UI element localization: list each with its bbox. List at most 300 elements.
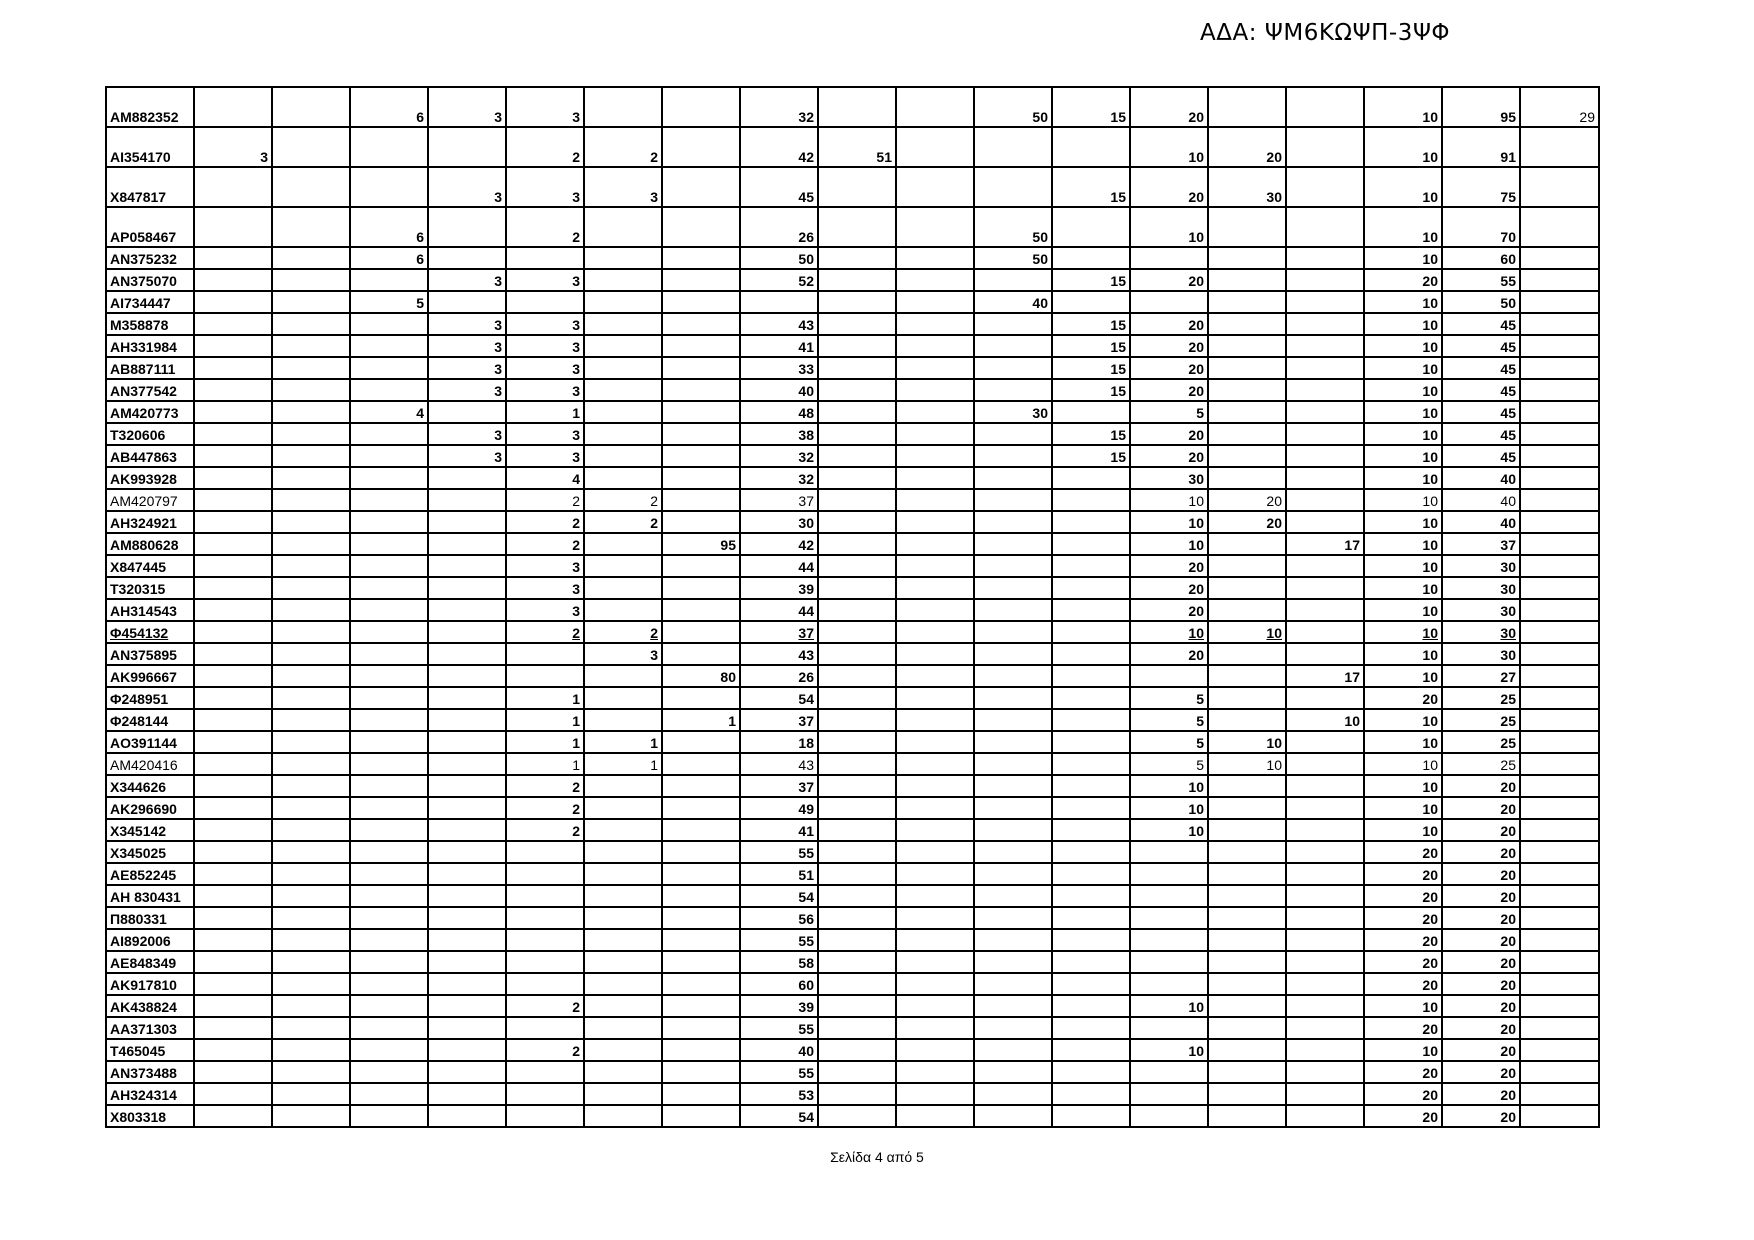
value-cell	[350, 489, 428, 511]
value-cell	[896, 207, 974, 247]
table-row	[106, 87, 1599, 127]
value-cell	[428, 401, 506, 423]
table-row	[106, 269, 1599, 291]
value-cell	[1208, 841, 1286, 863]
value-cell: 50	[974, 247, 1052, 269]
value-cell: 6	[350, 247, 428, 269]
row-id-cell: M358878	[106, 313, 194, 335]
value-cell: 20	[1364, 1083, 1442, 1105]
value-cell: 20	[1364, 973, 1442, 995]
value-cell	[818, 599, 896, 621]
value-cell	[272, 555, 350, 577]
value-cell: 10	[1364, 335, 1442, 357]
value-cell	[428, 885, 506, 907]
value-cell	[350, 167, 428, 207]
value-cell	[896, 819, 974, 841]
value-cell: 60	[740, 973, 818, 995]
table-row	[106, 665, 1599, 687]
value-cell	[818, 951, 896, 973]
value-cell	[272, 995, 350, 1017]
value-cell	[818, 775, 896, 797]
value-cell	[272, 753, 350, 775]
value-cell: 10	[1130, 995, 1208, 1017]
table-row	[106, 951, 1599, 973]
value-cell	[818, 1039, 896, 1061]
value-cell	[584, 577, 662, 599]
value-cell: 37	[740, 489, 818, 511]
value-cell: 32	[740, 467, 818, 489]
value-cell: 3	[506, 313, 584, 335]
value-cell	[1052, 1061, 1130, 1083]
value-cell	[1052, 1105, 1130, 1127]
value-cell	[818, 687, 896, 709]
row-id-cell: T320606	[106, 423, 194, 445]
value-cell	[1286, 621, 1364, 643]
value-cell	[428, 665, 506, 687]
value-cell	[194, 665, 272, 687]
value-cell	[428, 819, 506, 841]
value-cell	[1208, 1083, 1286, 1105]
value-cell: 75	[1442, 167, 1520, 207]
value-cell	[272, 401, 350, 423]
value-cell	[974, 335, 1052, 357]
value-cell	[1286, 687, 1364, 709]
value-cell	[350, 445, 428, 467]
value-cell	[1052, 819, 1130, 841]
value-cell	[974, 577, 1052, 599]
table-row	[106, 1017, 1599, 1039]
value-cell: 15	[1052, 423, 1130, 445]
value-cell	[350, 643, 428, 665]
value-cell	[350, 533, 428, 555]
value-cell	[818, 401, 896, 423]
row-id-cell: AK296690	[106, 797, 194, 819]
value-cell	[1052, 511, 1130, 533]
value-cell	[350, 511, 428, 533]
row-id-cell: AK438824	[106, 995, 194, 1017]
value-cell	[194, 291, 272, 313]
value-cell	[506, 1061, 584, 1083]
row-id-cell: AP058467	[106, 207, 194, 247]
value-cell	[1286, 291, 1364, 313]
value-cell: 20	[1442, 907, 1520, 929]
value-cell	[1130, 665, 1208, 687]
value-cell	[272, 621, 350, 643]
value-cell	[584, 445, 662, 467]
value-cell: 4	[350, 401, 428, 423]
value-cell: 42	[740, 127, 818, 167]
value-cell	[1052, 709, 1130, 731]
value-cell	[1208, 533, 1286, 555]
value-cell	[428, 621, 506, 643]
value-cell	[506, 841, 584, 863]
value-cell	[584, 247, 662, 269]
value-cell	[896, 907, 974, 929]
value-cell	[1052, 1083, 1130, 1105]
value-cell	[1208, 775, 1286, 797]
table-row	[106, 687, 1599, 709]
value-cell	[272, 885, 350, 907]
table-row	[106, 577, 1599, 599]
value-cell: 1	[506, 401, 584, 423]
value-cell	[350, 709, 428, 731]
value-cell	[1208, 907, 1286, 929]
value-cell	[818, 445, 896, 467]
value-cell: 2	[506, 207, 584, 247]
value-cell	[974, 1083, 1052, 1105]
value-cell	[1286, 1039, 1364, 1061]
value-cell	[896, 401, 974, 423]
value-cell	[272, 819, 350, 841]
value-cell	[272, 313, 350, 335]
value-cell: 17	[1286, 533, 1364, 555]
value-cell	[1052, 599, 1130, 621]
value-cell	[1208, 819, 1286, 841]
value-cell	[1208, 467, 1286, 489]
value-cell	[428, 489, 506, 511]
value-cell: 10	[1364, 247, 1442, 269]
value-cell	[818, 87, 896, 127]
value-cell	[350, 841, 428, 863]
value-cell	[194, 1017, 272, 1039]
value-cell	[1208, 1039, 1286, 1061]
value-cell	[1208, 995, 1286, 1017]
value-cell: 1	[506, 753, 584, 775]
value-cell	[272, 929, 350, 951]
value-cell: 54	[740, 687, 818, 709]
value-cell: 10	[1364, 533, 1442, 555]
value-cell: 10	[1364, 207, 1442, 247]
table-row	[106, 1061, 1599, 1083]
value-cell	[818, 643, 896, 665]
value-cell	[1520, 379, 1599, 401]
value-cell: 2	[584, 127, 662, 167]
value-cell	[1520, 775, 1599, 797]
value-cell	[584, 313, 662, 335]
value-cell: 20	[1442, 995, 1520, 1017]
value-cell: 30	[1442, 555, 1520, 577]
value-cell	[272, 709, 350, 731]
value-cell	[974, 841, 1052, 863]
value-cell	[194, 489, 272, 511]
value-cell	[506, 1105, 584, 1127]
value-cell	[506, 643, 584, 665]
value-cell: 10	[1208, 753, 1286, 775]
row-id-cell: AN375895	[106, 643, 194, 665]
value-cell: 5	[1130, 687, 1208, 709]
value-cell	[350, 1017, 428, 1039]
value-cell: 10	[1130, 621, 1208, 643]
value-cell: 30	[1442, 621, 1520, 643]
table-row	[106, 863, 1599, 885]
table-row	[106, 621, 1599, 643]
value-cell	[1208, 687, 1286, 709]
value-cell	[818, 753, 896, 775]
value-cell	[896, 863, 974, 885]
value-cell	[584, 665, 662, 687]
value-cell	[428, 753, 506, 775]
value-cell	[1520, 907, 1599, 929]
value-cell	[974, 819, 1052, 841]
value-cell	[662, 731, 740, 753]
row-id-cell: AK996667	[106, 665, 194, 687]
value-cell: 40	[740, 379, 818, 401]
value-cell	[1052, 687, 1130, 709]
value-cell	[506, 885, 584, 907]
value-cell	[1286, 313, 1364, 335]
row-id-cell: X344626	[106, 775, 194, 797]
table-row	[106, 379, 1599, 401]
value-cell: 10	[1364, 167, 1442, 207]
value-cell	[662, 951, 740, 973]
value-cell	[428, 643, 506, 665]
value-cell	[1520, 357, 1599, 379]
value-cell	[1052, 291, 1130, 313]
value-cell	[662, 929, 740, 951]
value-cell	[1052, 401, 1130, 423]
value-cell	[1520, 167, 1599, 207]
value-cell: 30	[1442, 577, 1520, 599]
value-cell	[428, 775, 506, 797]
value-cell	[1208, 555, 1286, 577]
value-cell: 10	[1208, 731, 1286, 753]
value-cell: 17	[1286, 665, 1364, 687]
value-cell: 10	[1130, 511, 1208, 533]
value-cell	[896, 841, 974, 863]
value-cell: 4	[506, 467, 584, 489]
value-cell	[1208, 401, 1286, 423]
value-cell	[896, 127, 974, 167]
value-cell: 45	[1442, 357, 1520, 379]
value-cell: 2	[506, 533, 584, 555]
value-cell	[194, 841, 272, 863]
value-cell: 20	[1208, 489, 1286, 511]
value-cell: 10	[1130, 797, 1208, 819]
value-cell: 45	[1442, 335, 1520, 357]
value-cell: 20	[1442, 1083, 1520, 1105]
value-cell: 3	[506, 445, 584, 467]
value-cell: 43	[740, 753, 818, 775]
value-cell: 37	[740, 621, 818, 643]
value-cell	[1208, 577, 1286, 599]
value-cell	[974, 1017, 1052, 1039]
value-cell	[818, 797, 896, 819]
row-id-cell: AM880628	[106, 533, 194, 555]
value-cell: 10	[1130, 1039, 1208, 1061]
value-cell: 3	[506, 577, 584, 599]
value-cell	[1286, 885, 1364, 907]
value-cell: 50	[974, 87, 1052, 127]
value-cell	[584, 87, 662, 127]
value-cell	[662, 87, 740, 127]
value-cell: 44	[740, 599, 818, 621]
value-cell	[584, 687, 662, 709]
value-cell	[194, 643, 272, 665]
value-cell	[818, 841, 896, 863]
value-cell	[428, 555, 506, 577]
value-cell	[662, 1061, 740, 1083]
value-cell	[896, 357, 974, 379]
value-cell	[350, 929, 428, 951]
row-id-cell: AM882352	[106, 87, 194, 127]
value-cell	[1286, 467, 1364, 489]
value-cell	[1208, 863, 1286, 885]
value-cell: 20	[1442, 929, 1520, 951]
value-cell	[662, 511, 740, 533]
value-cell	[194, 167, 272, 207]
value-cell	[662, 885, 740, 907]
value-cell	[584, 423, 662, 445]
row-id-cell: Π880331	[106, 907, 194, 929]
value-cell: 10	[1130, 127, 1208, 167]
row-id-cell: AN375070	[106, 269, 194, 291]
value-cell	[1286, 775, 1364, 797]
value-cell	[974, 1105, 1052, 1127]
value-cell: 3	[428, 269, 506, 291]
value-cell	[818, 973, 896, 995]
value-cell	[662, 207, 740, 247]
value-cell: 20	[1442, 885, 1520, 907]
value-cell	[974, 995, 1052, 1017]
value-cell	[818, 1017, 896, 1039]
value-cell	[194, 87, 272, 127]
row-id-cell: X803318	[106, 1105, 194, 1127]
value-cell	[1520, 995, 1599, 1017]
value-cell	[1208, 1105, 1286, 1127]
value-cell	[1052, 797, 1130, 819]
value-cell: 15	[1052, 167, 1130, 207]
row-id-cell: AN377542	[106, 379, 194, 401]
value-cell	[584, 291, 662, 313]
value-cell	[818, 709, 896, 731]
value-cell	[662, 907, 740, 929]
value-cell: 2	[506, 819, 584, 841]
value-cell	[1052, 247, 1130, 269]
value-cell	[974, 665, 1052, 687]
value-cell	[1052, 753, 1130, 775]
value-cell	[896, 1039, 974, 1061]
value-cell: 20	[1130, 167, 1208, 207]
value-cell	[818, 467, 896, 489]
value-cell	[428, 951, 506, 973]
value-cell	[1286, 731, 1364, 753]
value-cell	[1052, 951, 1130, 973]
value-cell: 25	[1442, 731, 1520, 753]
value-cell	[272, 467, 350, 489]
value-cell	[350, 621, 428, 643]
value-cell	[584, 973, 662, 995]
value-cell	[1286, 127, 1364, 167]
value-cell	[818, 555, 896, 577]
value-cell	[428, 599, 506, 621]
value-cell	[974, 467, 1052, 489]
value-cell: 40	[1442, 467, 1520, 489]
value-cell: 10	[1364, 643, 1442, 665]
value-cell: 1	[506, 709, 584, 731]
value-cell: 51	[740, 863, 818, 885]
value-cell	[350, 731, 428, 753]
value-cell	[1052, 863, 1130, 885]
value-cell	[974, 313, 1052, 335]
value-cell	[662, 621, 740, 643]
value-cell: 6	[350, 207, 428, 247]
value-cell	[1520, 951, 1599, 973]
value-cell: 10	[1364, 1039, 1442, 1061]
value-cell	[350, 951, 428, 973]
value-cell: 3	[428, 87, 506, 127]
value-cell	[350, 335, 428, 357]
value-cell: 91	[1442, 127, 1520, 167]
value-cell: 43	[740, 643, 818, 665]
value-cell	[584, 863, 662, 885]
value-cell	[1130, 1061, 1208, 1083]
value-cell: 37	[740, 775, 818, 797]
value-cell: 10	[1364, 423, 1442, 445]
value-cell	[272, 511, 350, 533]
value-cell	[1052, 621, 1130, 643]
value-cell	[818, 731, 896, 753]
value-cell	[1286, 1105, 1364, 1127]
value-cell	[1052, 885, 1130, 907]
value-cell	[662, 577, 740, 599]
row-id-cell: Φ248951	[106, 687, 194, 709]
value-cell	[1520, 797, 1599, 819]
value-cell	[662, 643, 740, 665]
value-cell: 20	[1208, 127, 1286, 167]
value-cell	[1130, 973, 1208, 995]
value-cell: 39	[740, 995, 818, 1017]
value-cell	[1286, 995, 1364, 1017]
value-cell	[662, 379, 740, 401]
value-cell	[350, 1083, 428, 1105]
value-cell: 44	[740, 555, 818, 577]
value-cell	[1208, 885, 1286, 907]
value-cell	[818, 511, 896, 533]
value-cell	[896, 313, 974, 335]
value-cell	[1520, 555, 1599, 577]
value-cell	[194, 951, 272, 973]
value-cell	[974, 489, 1052, 511]
value-cell	[818, 423, 896, 445]
value-cell	[1208, 797, 1286, 819]
value-cell: 20	[1130, 269, 1208, 291]
value-cell: 20	[1442, 863, 1520, 885]
value-cell	[428, 863, 506, 885]
row-id-cell: AM420773	[106, 401, 194, 423]
value-cell	[896, 423, 974, 445]
value-cell	[194, 775, 272, 797]
table-row	[106, 995, 1599, 1017]
value-cell: 20	[1442, 973, 1520, 995]
value-cell: 20	[1442, 951, 1520, 973]
value-cell: 20	[1130, 357, 1208, 379]
row-id-cell: AM420416	[106, 753, 194, 775]
table-row	[106, 709, 1599, 731]
table-row	[106, 599, 1599, 621]
value-cell	[194, 973, 272, 995]
table-row	[106, 1039, 1599, 1061]
value-cell	[662, 401, 740, 423]
value-cell: 10	[1130, 533, 1208, 555]
value-cell	[896, 951, 974, 973]
value-cell	[818, 269, 896, 291]
value-cell	[662, 335, 740, 357]
value-cell: 40	[974, 291, 1052, 313]
value-cell: 40	[1442, 489, 1520, 511]
value-cell	[896, 1105, 974, 1127]
value-cell	[1520, 665, 1599, 687]
value-cell	[1286, 973, 1364, 995]
